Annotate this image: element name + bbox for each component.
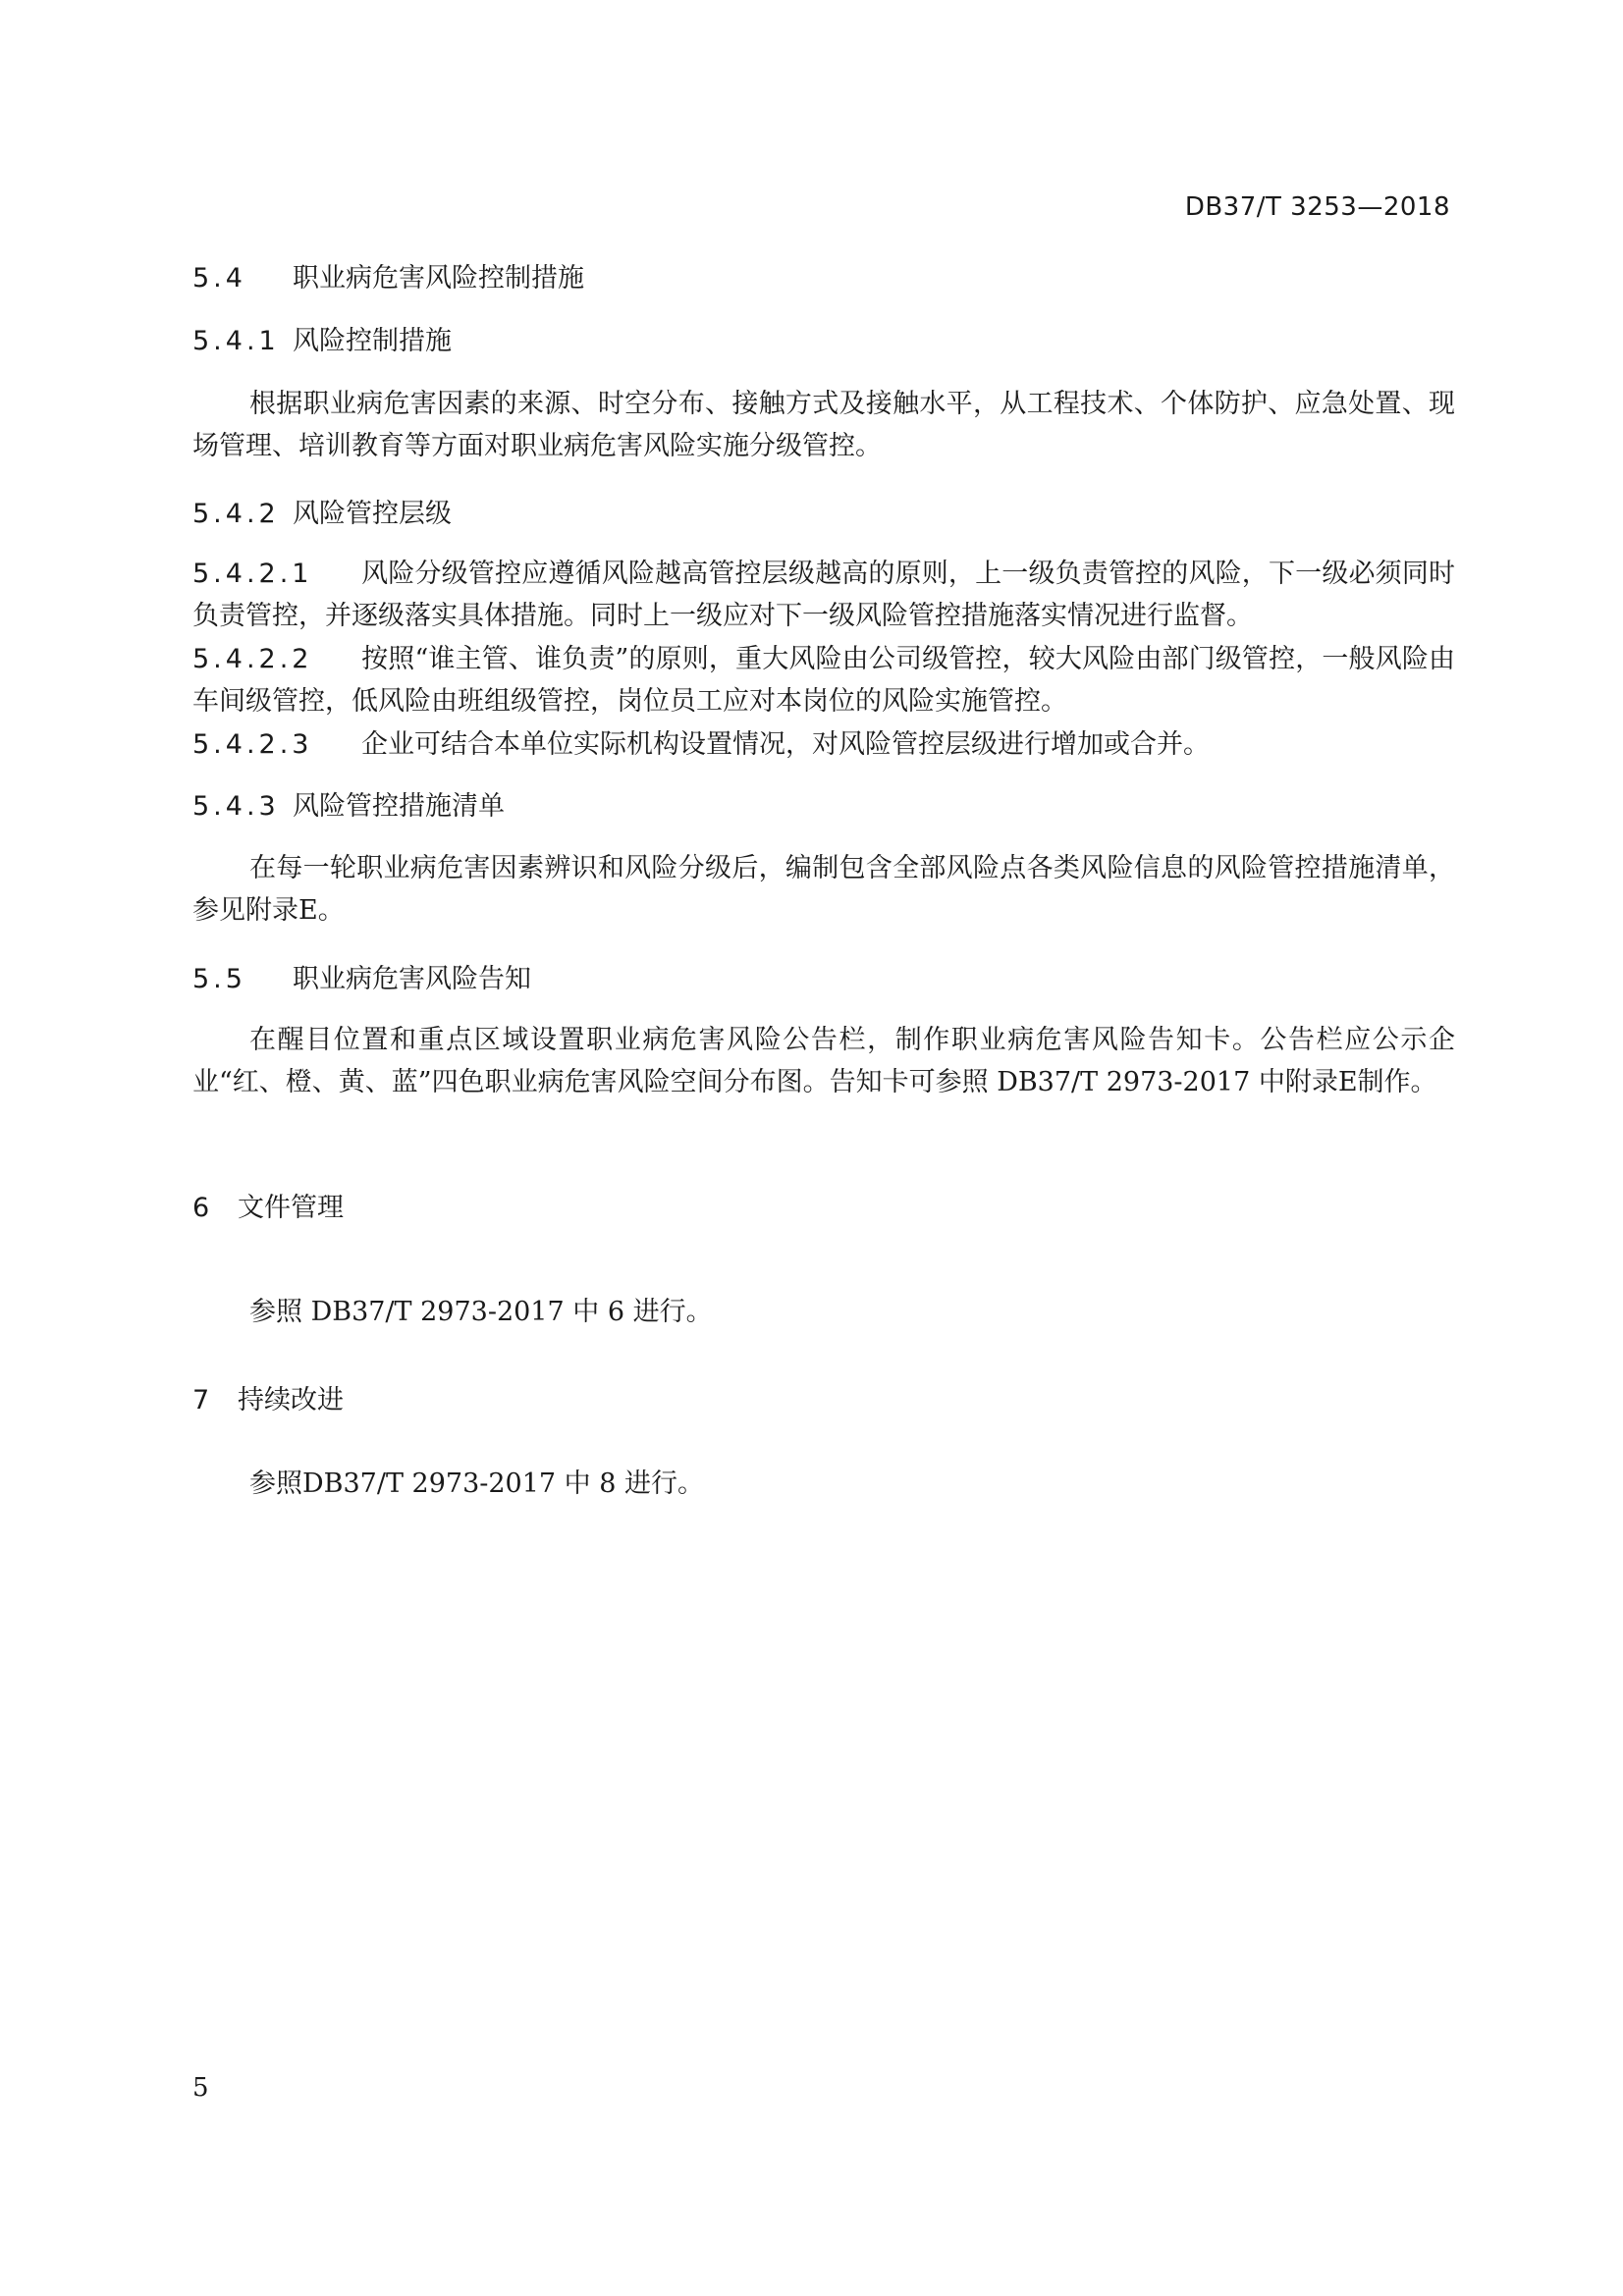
heading-title: 风险控制措施	[293, 326, 452, 356]
heading-5-5	[192, 966, 531, 992]
heading-title: 持续改进	[238, 1385, 344, 1415]
heading-number: 5.4.1	[192, 326, 280, 356]
heading-number: 5.4.2	[192, 499, 280, 529]
heading-title: 风险管控层级	[293, 499, 452, 529]
heading-number: 5.5	[192, 964, 246, 994]
paragraph-7: 参照DB37/T 2973-2017 中 8 进行。	[249, 1468, 705, 1499]
heading-title: 职业病危害风险告知	[293, 964, 531, 994]
heading-number: 5.4.3	[192, 791, 280, 822]
page-number: 5	[192, 2073, 209, 2103]
heading-number: 6	[192, 1193, 214, 1223]
heading-title: 风险管控措施清单	[293, 791, 505, 822]
heading-7	[192, 1387, 344, 1414]
paragraph-5-4-3: 在每一轮职业病危害因素辨识和风险分级后，编制包含全部风险点各类风险信息的风险管控措施清单，参见附录E。	[192, 853, 1455, 926]
clause-5-4-2-1	[192, 553, 1455, 637]
heading-number: 7	[192, 1385, 214, 1415]
clause-5-4-2-2	[192, 638, 1455, 722]
clause-number: 5.4.2.2	[192, 644, 313, 674]
heading-5-4-2	[192, 501, 452, 527]
heading-5-4	[192, 265, 584, 292]
heading-6	[192, 1195, 344, 1221]
heading-5-4-1	[192, 328, 452, 354]
heading-title: 职业病危害风险控制措施	[293, 263, 584, 294]
paragraph-5-5: 在醒目位置和重点区域设置职业病危害风险公告栏，制作职业病危害风险告知卡。公告栏应公示企业“红、橙、黄、蓝”四色职业病危害风险空间分布图。告知卡可参照 DB37/T 2973-2017 中附录E制作。	[192, 1025, 1455, 1097]
clause-text: 风险分级管控应遵循风险越高管控层级越高的原则，上一级负责管控的风险，下一级必须同时负责管控，并逐级落实具体措施。同时上一级应对下一级风险管控措施落实情况进行监督。	[192, 559, 1455, 631]
clause-number: 5.4.2.3	[192, 729, 313, 760]
heading-number: 5.4	[192, 263, 246, 294]
paragraph-5-4-1: 根据职业病危害因素的来源、时空分布、接触方式及接触水平，从工程技术、个体防护、应急处置、现场管理、培训教育等方面对职业病危害风险实施分级管控。	[192, 389, 1455, 461]
clause-text: 按照“谁主管、谁负责”的原则，重大风险由公司级管控，较大风险由部门级管控，一般风险由车间级管控，低风险由班组级管控，岗位员工应对本岗位的风险实施管控。	[192, 644, 1455, 717]
clause-text: 企业可结合本单位实际机构设置情况，对风险管控层级进行增加或合并。	[361, 729, 1210, 760]
clause-number: 5.4.2.1	[192, 559, 313, 589]
heading-5-4-3	[192, 793, 505, 820]
paragraph-6: 参照 DB37/T 2973-2017 中 6 进行。	[249, 1297, 713, 1327]
document-code: DB37/T 3253—2018	[1184, 192, 1450, 222]
heading-title: 文件管理	[238, 1193, 344, 1223]
clause-5-4-2-3	[192, 723, 1455, 766]
